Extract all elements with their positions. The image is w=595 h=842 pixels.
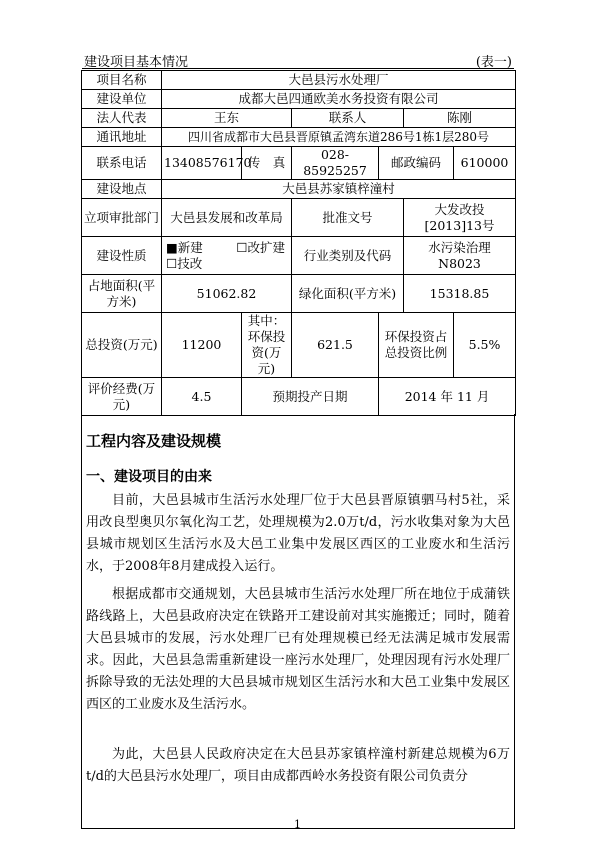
value-area: 51062.82 (162, 275, 292, 313)
label-env-ratio: 环保投资占总投资比例 (379, 313, 454, 378)
industry-code: N8023 (438, 255, 481, 271)
value-industry (404, 237, 516, 275)
industry-name: 水污染治理 (428, 239, 491, 255)
row-nature (82, 237, 516, 275)
label-approval-dept: 立项审批部门 (82, 199, 162, 237)
row-area (82, 275, 516, 313)
project-content-box (81, 414, 515, 829)
label-invest: 总投资(万元) (82, 313, 162, 378)
value-fee: 4.5 (162, 378, 242, 416)
label-industry: 行业类别及代码 (292, 237, 404, 275)
value-env-invest: 621.5 (292, 313, 379, 378)
value-project-name: 大邑县污水处理厂 (162, 71, 516, 90)
label-date: 预期投产日期 (242, 378, 379, 416)
row-site (82, 180, 516, 199)
header-table-number: (表一) (475, 55, 512, 70)
value-fax: 028-85925257 (292, 147, 379, 180)
label-postcode: 邮政编码 (379, 147, 454, 180)
label-address: 通讯地址 (82, 128, 162, 147)
value-approval-dept: 大邑县发展和改革局 (162, 199, 292, 237)
paragraph-3: 为此，大邑县人民政府决定在大邑县苏家镇梓潼村新建总规模为6万t/d的大邑县污水处理厂，项目由成都西岭水务投资有限公司负责分 (86, 747, 510, 784)
value-invest: 11200 (162, 313, 242, 378)
paragraph-1: 目前，大邑县城市生活污水处理厂位于大邑县晋原镇驷马村5社，采用改良型奥贝尔氧化沟工艺，处理规模为2.0万t/d，污水收集对象为大邑县城市规划区生活污水及大邑工业集中发展区西区的工业废水和生活污水，于2008年8月建成投入运行。 (86, 493, 510, 574)
value-site: 大邑县苏家镇梓潼村 (162, 180, 516, 199)
nature-new-checkbox[interactable]: ■新建 (166, 239, 203, 255)
row-legal-rep (82, 109, 516, 128)
label-phone: 联系电话 (82, 147, 162, 180)
value-legal-rep: 王东 (162, 109, 292, 128)
row-project-name (82, 71, 516, 90)
label-fee: 评价经费(万元) (82, 378, 162, 416)
page-header (82, 50, 514, 69)
row-address (82, 128, 516, 147)
label-contact: 联系人 (292, 109, 404, 128)
paragraph-2: 根据成都市交通规划，大邑县城市生活污水处理厂所在地位于成蒲铁路线路上，大邑县政府决定在铁路开工建设前对其实施搬迁；同时，随着大邑县城市的发展，污水处理厂已有处理规模已经无法满足城市发展需求。因此，大邑县急需重新建设一座污水处理厂，处理因现有污水处理厂拆除导致的无法处理的大邑县城市规划区生活污水和大邑工业集中发展区西区的工业废水及生活污水。 (86, 587, 510, 712)
label-site: 建设地点 (82, 180, 162, 199)
nature-expand-checkbox[interactable]: ☐改扩建 (236, 239, 285, 255)
label-fax: 传 真 (242, 147, 292, 180)
content-title: 工程内容及建设规模 (86, 432, 222, 450)
value-date: 2014 年 11 月 (379, 378, 516, 416)
label-approval-no: 批准文号 (292, 199, 404, 237)
label-project-name: 项目名称 (82, 71, 162, 90)
value-nature (162, 237, 292, 275)
value-postcode: 610000 (454, 147, 516, 180)
page-number: 1 (294, 818, 301, 831)
value-builder: 成都大邑四通欧美水务投资有限公司 (162, 90, 516, 109)
label-green: 绿化面积(平方米) (292, 275, 404, 313)
basic-info-table (81, 70, 516, 416)
value-env-ratio: 5.5% (454, 313, 516, 378)
label-nature: 建设性质 (82, 237, 162, 275)
nature-tech-checkbox[interactable]: ☐技改 (166, 255, 203, 271)
row-builder (82, 90, 516, 109)
label-legal-rep: 法人代表 (82, 109, 162, 128)
label-env-invest: 其中：环保投资(万元) (242, 313, 292, 378)
row-approval (82, 199, 516, 237)
row-investment (82, 313, 516, 378)
label-builder: 建设单位 (82, 90, 162, 109)
section-heading-origin: 一、建设项目的由来 (86, 469, 212, 485)
row-fee (82, 378, 516, 416)
value-contact: 陈刚 (404, 109, 516, 128)
value-phone: 13408576170 (162, 147, 242, 180)
row-phone (82, 147, 516, 180)
value-approval-no: 大发改投[2013]13号 (404, 199, 516, 237)
label-area: 占地面积(平方米) (82, 275, 162, 313)
value-green: 15318.85 (404, 275, 516, 313)
header-title: 建设项目基本情况 (84, 55, 189, 70)
value-address: 四川省成都市大邑县晋原镇孟湾东道286号1栋1层280号 (162, 128, 516, 147)
